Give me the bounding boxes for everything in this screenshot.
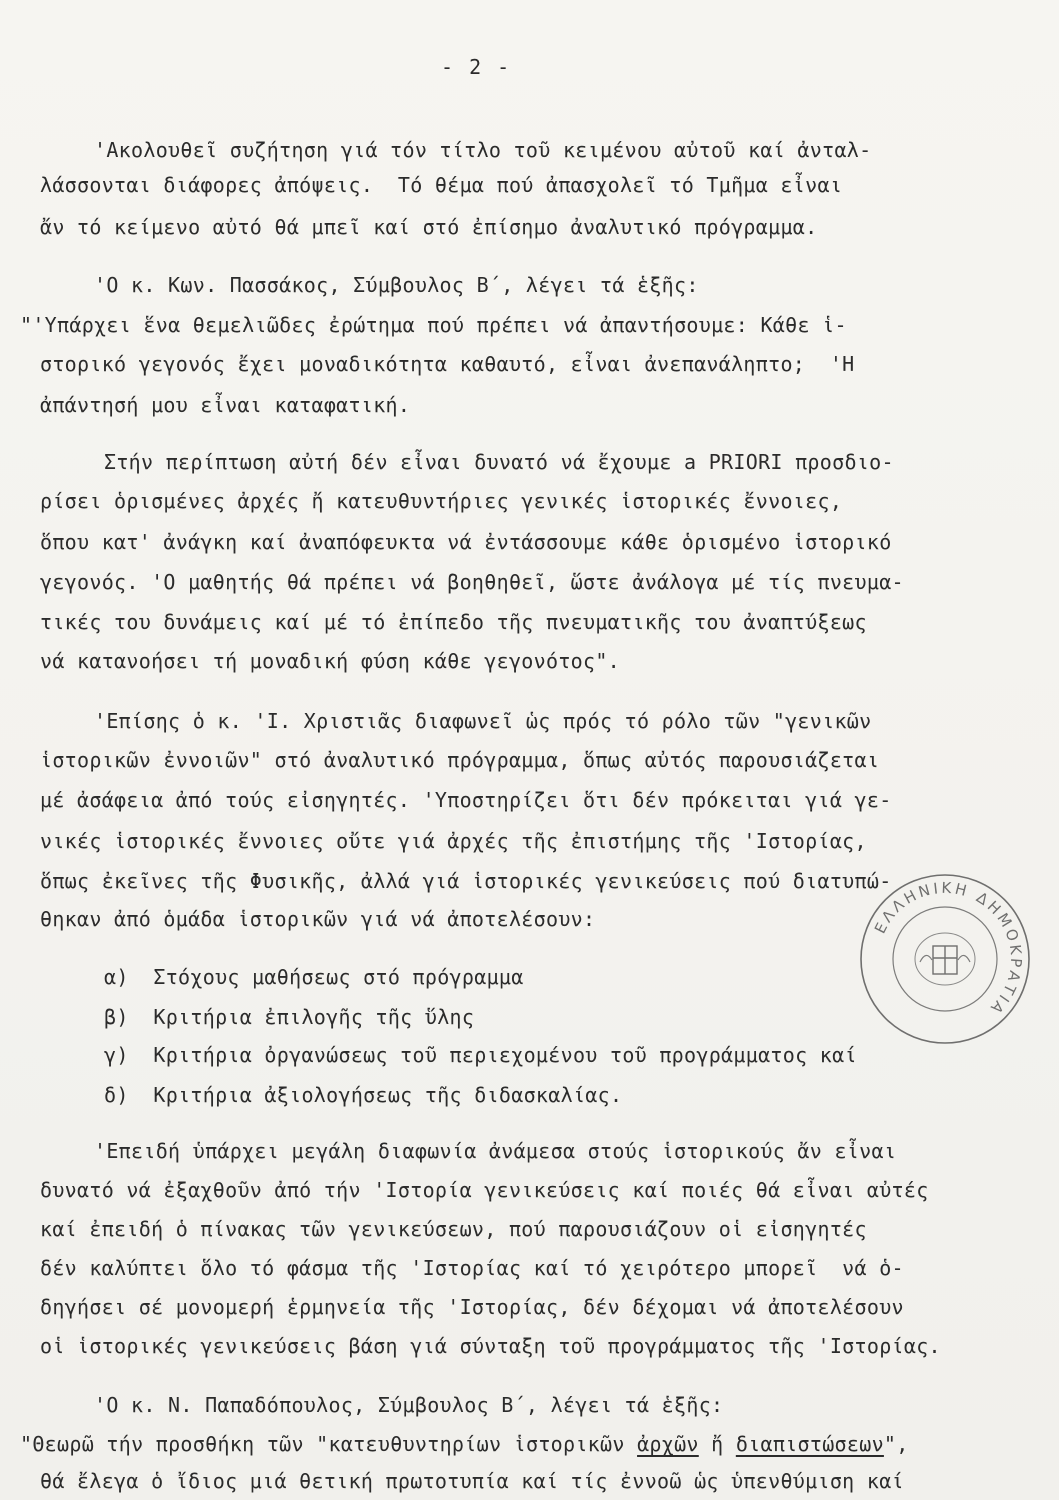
text-line: καί ἐπειδή ὁ πίνακας τῶν γενικεύσεων, πού παρουσιάζουν οἱ εἰσηγητές <box>40 1217 867 1241</box>
text-line: ἱστορικῶν ἐννοιῶν" στό ἀναλυτικό πρόγραμμα, ὅπως αὐτός παρουσιάζεται <box>40 748 880 772</box>
coat-of-arms-icon <box>915 933 975 985</box>
text-line: ὅπου κατ' ἀνάγκη καί ἀναπόφευκτα νά ἐντάσσουμε κάθε ὁρισμένο ἱστορικό <box>40 530 892 554</box>
text-line: "'Υπάρχει ἕνα θεμελιῶδες ἐρώτημα πού πρέπει νά ἀπαντήσουμε: Κάθε ἱ- <box>20 313 847 337</box>
seal-text: ΕΛΛΗΝΙΚΗ ΔΗΜΟΚΡΑΤΙΑ <box>870 878 1026 1020</box>
text-segment: "Θεωρῶ τήν προσθήκη τῶν "κατευθυντηρίων ἱστορικῶν <box>20 1432 638 1456</box>
text-line: ρίσει ὁρισμένες ἀρχές ἤ κατευθυντήριες γενικές ἱστορικές ἔννοιες, <box>40 489 843 513</box>
text-line: δυνατό νά ἐξαχθοῦν ἀπό τήν 'Ιστορία γενικεύσεις καί ποιές θά εἶναι αὐτές <box>40 1178 929 1202</box>
official-seal-stamp <box>858 872 1032 1046</box>
text-line: 'Ο κ. Κων. Πασσάκος, Σύμβουλος Β΄, λέγει τά ἑξῆς: <box>94 273 699 297</box>
text-segment: ἤ <box>698 1432 736 1456</box>
list-item: α) Στόχους μαθήσεως στό πρόγραμμα <box>104 965 524 989</box>
text-line: 'Ακολουθεῖ συζήτηση γιά τόν τίτλο τοῦ κειμένου αὐτοῦ καί ἀνταλ- <box>94 138 872 162</box>
text-line: γεγονός. 'Ο μαθητής θά πρέπει νά βοηθηθεῖ, ὥστε ἀνάλογα μέ τίς πνευμα- <box>40 570 904 594</box>
text-line: νικές ἱστορικές ἔννοιες οὔτε γιά ἀρχές τῆς ἐπιστήμης τῆς 'Ιστορίας, <box>40 829 867 853</box>
text-line-underlined <box>20 1429 909 1459</box>
text-line: θηκαν ἀπό ὁμάδα ἱστορικῶν γιά νά ἀποτελέσουν: <box>40 907 596 931</box>
text-line: δέν καλύπτει ὅλο τό φάσμα τῆς 'Ιστορίας καί τό χειρότερο μπορεῖ νά ὁ- <box>40 1256 904 1280</box>
list-item: β) Κριτήρια ἐπιλογῆς τῆς ὕλης <box>104 1005 475 1029</box>
text-line: στορικό γεγονός ἔχει μοναδικότητα καθαυτό, εἶναι ἀνεπανάληπτο; 'Η <box>40 352 855 376</box>
text-line: ἀπάντησή μου εἶναι καταφατική. <box>40 393 411 417</box>
text-line: ὅπως ἐκεῖνες τῆς Φυσικῆς, ἀλλά γιά ἱστορικές γενικεύσεις πού διατυπώ- <box>40 869 892 893</box>
text-line: λάσσονται διάφορες ἀπόψεις. Τό θέμα πού ἀπασχολεῖ τό Τμῆμα εἶναι <box>40 173 843 197</box>
text-line: 'Επίσης ὁ κ. 'Ι. Χριστιᾶς διαφωνεῖ ὡς πρός τό ρόλο τῶν "γενικῶν <box>94 709 872 733</box>
text-line: ἄν τό κείμενο αὐτό θά μπεῖ καί στό ἐπίσημο ἀναλυτικό πρόγραμμα. <box>40 215 818 239</box>
text-line: δηγήσει σέ μονομερή ἑρμηνεία τῆς 'Ιστορίας, δέν δέχομαι νά ἀποτελέσουν <box>40 1295 904 1319</box>
text-line: Στήν περίπτωση αὐτή δέν εἶναι δυνατό νά ἔχουμε a PRIORI προσδιο- <box>104 450 894 474</box>
text-line: τικές του δυνάμεις καί μέ τό ἐπίπεδο τῆς πνευματικῆς του ἀναπτύξεως <box>40 610 867 634</box>
underlined-word: διαπιστώσεων <box>735 1432 884 1456</box>
text-segment: ", <box>883 1432 909 1456</box>
page-number: - 2 - <box>441 55 512 79</box>
list-item: δ) Κριτήρια ἀξιολογήσεως τῆς διδασκαλίας. <box>104 1083 623 1107</box>
text-line: μέ ἀσάφεια ἀπό τούς εἰσηγητές. 'Υποστηρίζει ὅτι δέν πρόκειται γιά γε- <box>40 788 892 812</box>
underlined-word: ἀρχῶν <box>637 1432 699 1456</box>
text-line: νά κατανοήσει τή μοναδική φύση κάθε γεγονότος". <box>40 649 621 673</box>
list-item: γ) Κριτήρια ὀργανώσεως τοῦ περιεχομένου τοῦ προγράμματος καί <box>104 1043 857 1067</box>
text-line: οἱ ἱστορικές γενικεύσεις βάση γιά σύνταξη τοῦ προγράμματος τῆς 'Ιστορίας. <box>40 1334 941 1358</box>
text-line: 'Επειδή ὑπάρχει μεγάλη διαφωνία ἀνάμεσα στούς ἱστορικούς ἄν εἶναι <box>94 1139 897 1163</box>
text-line: 'Ο κ. Ν. Παπαδόπουλος, Σύμβουλος Β΄, λέγει τά ἑξῆς: <box>94 1393 724 1417</box>
text-line: θά ἔλεγα ὁ ἴδιος μιά θετική πρωτοτυπία καί τίς ἐννοῶ ὡς ὑπενθύμιση καί <box>40 1469 904 1493</box>
